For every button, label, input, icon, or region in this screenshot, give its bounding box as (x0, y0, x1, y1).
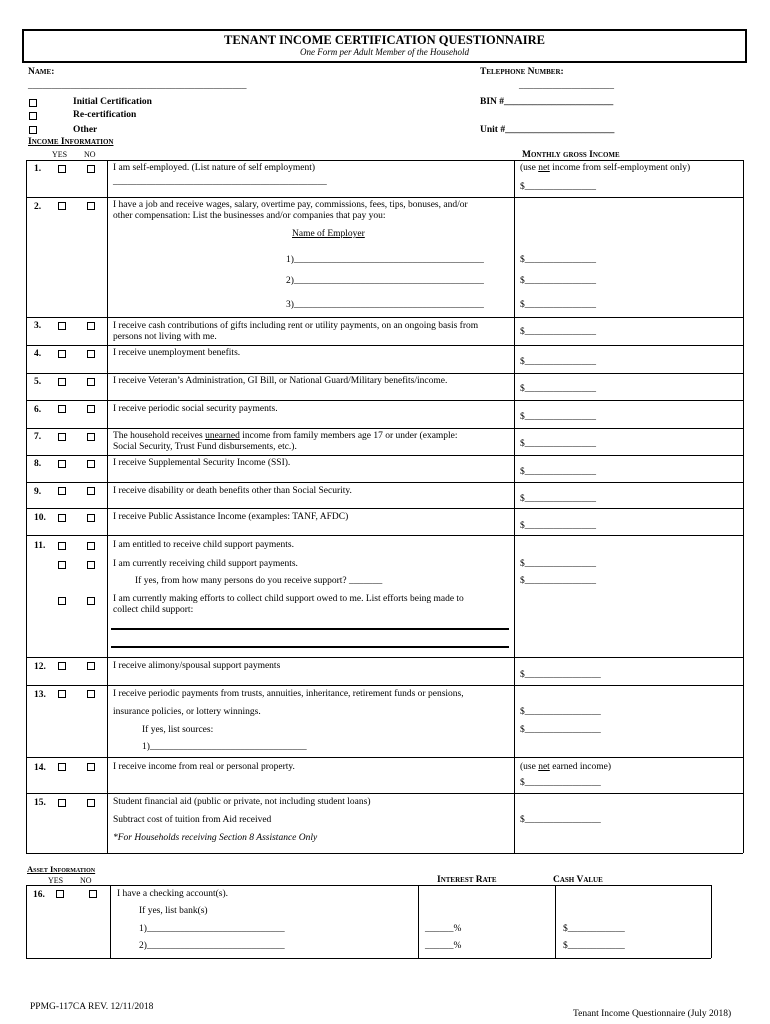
asset-no-header: NO (80, 876, 92, 885)
row-sep (26, 685, 743, 686)
q3-text-2: persons not living with me. (113, 332, 217, 342)
q7-text-2: Social Security, Trust Fund disbursements, etc.). (113, 442, 297, 452)
q2-employer-1[interactable]: 1)________________________________________ (286, 255, 484, 265)
q2-employer-3[interactable]: 3)________________________________________ (286, 300, 484, 310)
q10-amount[interactable]: $_______________ (520, 521, 596, 531)
other-label: Other (73, 125, 98, 135)
income-table-amount (514, 160, 515, 853)
q15-no-checkbox[interactable] (87, 799, 95, 807)
asset-table-cash (555, 885, 556, 958)
telephone-field[interactable]: ____________________ (519, 81, 614, 91)
income-table-right (743, 160, 744, 853)
recertification-label: Re-certification (73, 110, 137, 120)
q11-receiving-yes-checkbox[interactable] (58, 561, 66, 569)
q9-amount[interactable]: $_______________ (520, 494, 596, 504)
q11-text-receiving: I am currently receiving child support payments. (113, 559, 298, 569)
asset-table-right (711, 885, 712, 958)
q11-receiving-no-checkbox[interactable] (87, 561, 95, 569)
q11-efforts-yes-checkbox[interactable] (58, 597, 66, 605)
q9-no-checkbox[interactable] (87, 487, 95, 495)
footer-form-title: Tenant Income Questionnaire (July 2018) (573, 1009, 732, 1019)
q8-yes-checkbox[interactable] (58, 460, 66, 468)
initial-certification-checkbox[interactable] (29, 99, 37, 107)
asset-table-col (110, 885, 111, 958)
q12-text: I receive alimony/spousal support payments (113, 661, 281, 671)
row-sep (26, 317, 743, 318)
q3-yes-checkbox[interactable] (58, 322, 66, 330)
q16-text-banks: If yes, list bank(s) (139, 906, 208, 916)
q14-yes-checkbox[interactable] (58, 763, 66, 771)
q16-bank-2[interactable]: 2)_____________________________ (139, 941, 285, 951)
name-field[interactable]: ______________________________________________ (28, 81, 247, 91)
q2-employer-2[interactable]: 2)________________________________________ (286, 276, 484, 286)
q7-yes-checkbox[interactable] (58, 433, 66, 441)
q11-entitled-no-checkbox[interactable] (87, 542, 95, 550)
row-sep (26, 535, 743, 536)
q9-text: I receive disability or death benefits other than Social Security. (113, 486, 352, 496)
q13-yes-checkbox[interactable] (58, 690, 66, 698)
q13-amount-1[interactable]: $________________ (520, 707, 601, 717)
asset-table-rate (418, 885, 419, 958)
q5-text: I receive Veteran’s Administration, GI Bill, or National Guard/Military benefits/income. (113, 376, 448, 386)
q11-text-efforts-2: collect child support: (113, 605, 194, 615)
income-table-col (107, 160, 108, 853)
telephone-label: Telephone Number: (480, 67, 564, 77)
asset-table-bottom (26, 958, 711, 959)
q4-text: I receive unemployment benefits. (113, 348, 241, 358)
q13-number: 13. (34, 690, 46, 700)
name-label: Name: (28, 67, 55, 77)
q11-text-persons: If yes, from how many persons do you receive support? _______ (135, 576, 383, 586)
q2-text-1: I have a job and receive wages, salary, overtime pay, commissions, fees, tips, bonuses, and/or (113, 200, 468, 210)
q11-number: 11. (34, 541, 46, 551)
row-sep (26, 428, 743, 429)
q5-yes-checkbox[interactable] (58, 378, 66, 386)
income-table-left (26, 160, 27, 853)
q1-yes-checkbox[interactable] (58, 165, 66, 173)
q11-text-efforts-1: I am currently making efforts to collect child support owed to me. List efforts being made to (113, 594, 464, 604)
q10-number: 10. (34, 513, 46, 523)
q2-text-2: other compensation: List the businesses and/or companies that pay you: (113, 211, 386, 221)
cash-value-label: Cash Value (553, 875, 603, 885)
bin-field[interactable]: BIN #_______________________ (480, 97, 614, 107)
row-sep (26, 508, 743, 509)
q2-amount-3[interactable]: $_______________ (520, 300, 596, 310)
q16-no-checkbox[interactable] (89, 890, 97, 898)
q3-text-1: I receive cash contributions of gifts including rent or utility payments, on an ongoing basis from (113, 321, 479, 331)
q4-no-checkbox[interactable] (87, 350, 95, 358)
q2-amount-2[interactable]: $_______________ (520, 276, 596, 286)
q8-amount[interactable]: $_______________ (520, 467, 596, 477)
q14-text: I receive income from real or personal property. (113, 762, 295, 772)
q11-text-entitled: I am entitled to receive child support payments. (113, 540, 294, 550)
q16-cash-2[interactable]: $____________ (563, 941, 625, 951)
q15-number: 15. (34, 798, 46, 808)
q10-no-checkbox[interactable] (87, 514, 95, 522)
q8-no-checkbox[interactable] (87, 460, 95, 468)
q1-number: 1. (34, 164, 42, 174)
other-checkbox[interactable] (29, 126, 37, 134)
q13-text-3: If yes, list sources: (142, 725, 214, 735)
q12-number: 12. (34, 662, 46, 672)
row-sep (26, 482, 743, 483)
header-rule (26, 62, 747, 63)
footer-form-number: PPMG-117CA REV. 12/11/2018 (30, 1002, 154, 1012)
q11-efforts-no-checkbox[interactable] (87, 597, 95, 605)
q16-rate-2[interactable]: ______% (425, 941, 462, 951)
q9-yes-checkbox[interactable] (58, 487, 66, 495)
q16-cash-1[interactable]: $____________ (563, 924, 625, 934)
recertification-checkbox[interactable] (29, 112, 37, 120)
q12-no-checkbox[interactable] (87, 662, 95, 670)
q13-text-2: insurance policies, or lottery winnings. (113, 707, 261, 717)
q16-text: I have a checking account(s). (117, 889, 229, 899)
q12-yes-checkbox[interactable] (58, 662, 66, 670)
q12-amount[interactable]: $________________ (520, 670, 601, 680)
q8-number: 8. (34, 459, 42, 469)
no-header: NO (84, 150, 96, 159)
initial-certification-label: Initial Certification (73, 97, 152, 107)
income-table-top (26, 160, 743, 161)
q15-note: *For Households receiving Section 8 Assistance Only (113, 833, 318, 843)
q13-text-1: I receive periodic payments from trusts, annuities, inheritance, retirement funds or pensions, (113, 689, 464, 699)
q15-yes-checkbox[interactable] (58, 799, 66, 807)
q6-number: 6. (34, 405, 42, 415)
q2-no-checkbox[interactable] (87, 202, 95, 210)
form-subtitle: One Form per Adult Member of the Household (299, 47, 470, 57)
q5-amount[interactable]: $_______________ (520, 384, 596, 394)
q15-amount[interactable]: $________________ (520, 815, 601, 825)
q4-amount[interactable]: $_______________ (520, 357, 596, 367)
q4-yes-checkbox[interactable] (58, 350, 66, 358)
income-table-bottom (26, 853, 743, 854)
row-sep (26, 455, 743, 456)
asset-table-left (26, 885, 27, 958)
asset-table-top (26, 885, 711, 886)
monthly-income-note: (use net income from self-employment only) (520, 163, 691, 173)
row-sep (26, 793, 743, 794)
q11-efforts-line-2[interactable] (111, 646, 509, 648)
q15-text-1: Student financial aid (public or private, not including student loans) (113, 797, 371, 807)
form-title: TENANT INCOME CERTIFICATION QUESTIONNAIRE (223, 33, 546, 47)
q15-text-2: Subtract cost of tuition from Aid received (113, 815, 272, 825)
yes-header: YES (52, 150, 68, 159)
q1-amount[interactable]: $_______________ (520, 182, 596, 192)
row-sep (26, 657, 743, 658)
q7-number: 7. (34, 432, 42, 442)
q16-rate-1[interactable]: ______% (425, 924, 462, 934)
unit-field[interactable]: Unit #_______________________ (480, 125, 615, 135)
q2-amount-1[interactable]: $_______________ (520, 255, 596, 265)
q11-amount-1[interactable]: $_______________ (520, 559, 596, 569)
q13-amount-2[interactable]: $________________ (520, 725, 601, 735)
q8-text: I receive Supplemental Security Income (SSI). (113, 458, 291, 468)
q7-no-checkbox[interactable] (87, 433, 95, 441)
asset-section-label: Asset Information (27, 864, 96, 874)
q7-text-1: The household receives unearned income from family members age 17 or under (example: (113, 431, 458, 441)
q3-number: 3. (34, 321, 42, 331)
q13-no-checkbox[interactable] (87, 690, 95, 698)
q13-source-1[interactable]: 1)_________________________________ (142, 742, 307, 752)
q6-text: I receive periodic social security payments. (113, 404, 278, 414)
q11-efforts-line-1[interactable] (111, 628, 509, 630)
q16-number: 16. (33, 890, 45, 900)
q11-entitled-yes-checkbox[interactable] (58, 542, 66, 550)
q6-amount[interactable]: $_______________ (520, 412, 596, 422)
q4-number: 4. (34, 349, 42, 359)
q2-employer-label: Name of Employer (292, 229, 365, 239)
q1-text: I am self-employed. (List nature of self employment) (113, 163, 316, 173)
q5-no-checkbox[interactable] (87, 378, 95, 386)
row-sep (26, 757, 743, 758)
q6-yes-checkbox[interactable] (58, 405, 66, 413)
q3-amount[interactable]: $_______________ (520, 327, 596, 337)
q10-yes-checkbox[interactable] (58, 514, 66, 522)
income-section-label: Income Information (28, 137, 114, 147)
row-sep (26, 345, 743, 346)
q1-line[interactable]: _____________________________________________ (113, 177, 327, 187)
row-sep (26, 400, 743, 401)
interest-rate-label: Interest Rate (437, 875, 497, 885)
q1-no-checkbox[interactable] (87, 165, 95, 173)
row-sep (26, 373, 743, 374)
q14-amount[interactable]: $________________ (520, 778, 601, 788)
q5-number: 5. (34, 377, 42, 387)
q2-yes-checkbox[interactable] (58, 202, 66, 210)
q14-no-checkbox[interactable] (87, 763, 95, 771)
q16-bank-1[interactable]: 1)_____________________________ (139, 924, 285, 934)
q10-text: I receive Public Assistance Income (examples: TANF, AFDC) (113, 512, 349, 522)
q6-no-checkbox[interactable] (87, 405, 95, 413)
q9-number: 9. (34, 487, 42, 497)
asset-yes-header: YES (48, 876, 64, 885)
q3-no-checkbox[interactable] (87, 322, 95, 330)
q14-number: 14. (34, 763, 46, 773)
q14-note: (use net earned income) (520, 762, 612, 772)
q16-yes-checkbox[interactable] (56, 890, 64, 898)
row-sep (26, 197, 743, 198)
q7-amount[interactable]: $_______________ (520, 439, 596, 449)
q2-number: 2. (34, 202, 42, 212)
monthly-income-label: Monthly gross Income (522, 150, 620, 160)
q11-amount-2[interactable]: $_______________ (520, 576, 596, 586)
